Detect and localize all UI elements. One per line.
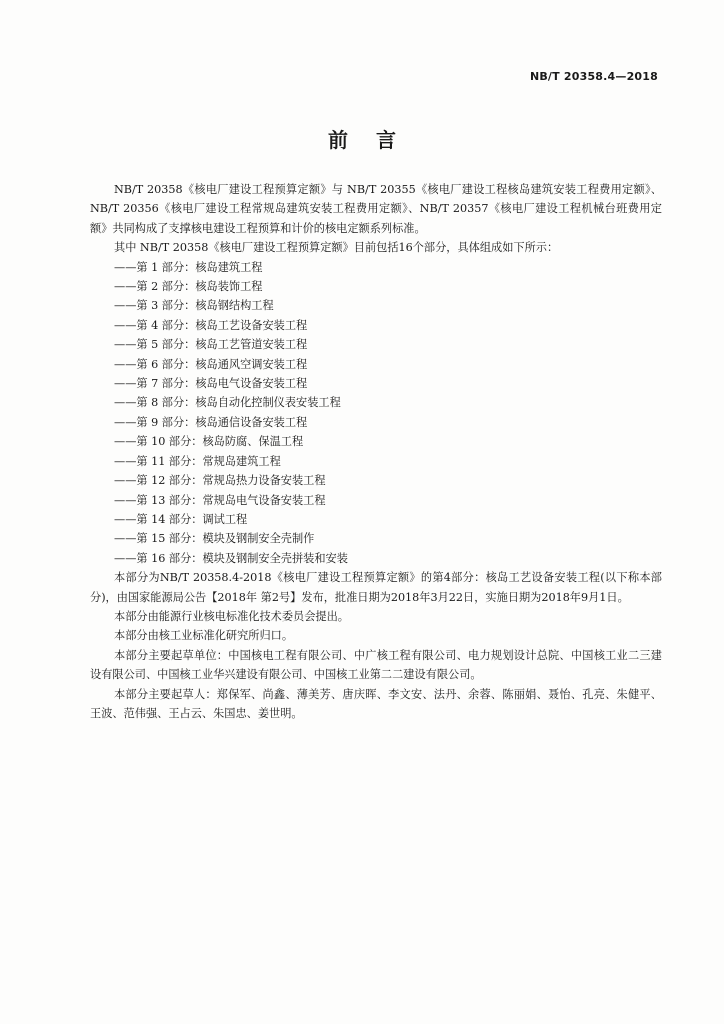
list-item: ——第 11 部分：常规岛建筑工程: [114, 454, 281, 468]
list-item: ——第 12 部分：常规岛热力设备安装工程: [114, 474, 326, 488]
list-item: ——第 15 部分：模块及钢制安全壳制作: [114, 532, 315, 546]
list-item: ——第 4 部分：核岛工艺设备安装工程: [114, 318, 308, 332]
list-item: ——第 1 部分：核岛建筑工程: [114, 260, 263, 274]
drafting-units: 本部分主要起草单位：中国核电工程有限公司、中广核工程有限公司、电力规划设计总院、中国核工业二三建设有限公司、中国核工业华兴建设有限公司、中国核工业第二二建设有限公司。: [90, 648, 662, 682]
list-item: ——第 8 部分：核岛自动化控制仪表安装工程: [114, 396, 341, 410]
drafters: 本部分主要起草人：郑保军、尚鑫、薄美芳、唐庆晖、李文安、法丹、余蓉、陈丽娟、聂怡、孔亮、朱健平、王波、范伟强、王占云、朱国忠、姜世明。: [90, 687, 662, 720]
list-item: ——第 5 部分：核岛工艺管道安装工程: [114, 338, 308, 352]
page-title: 前言: [328, 128, 424, 152]
parts-list: [90, 258, 662, 569]
intro-paragraph: NB/T 20358《核电厂建设工程预算定额》与 NB/T 20355《核电厂建设工程核岛建筑安装工程费用定额》、NB/T 20356《核电厂建设工程常规岛建筑安装工程费用定额》、NB/T 20357《核电厂建设工程机械台班费用定额》共同构成了支撑核电建设工程预算和计价的核电定额系列标准。: [90, 183, 662, 235]
list-item: ——第 10 部分：核岛防腐、保温工程: [114, 435, 304, 449]
list-item: ——第 6 部分：核岛通风空调安装工程: [114, 357, 308, 371]
list-item: ——第 2 部分：核岛装饰工程: [114, 280, 263, 294]
standard-code: NB/T 20358.4—2018: [529, 70, 658, 83]
list-item: ——第 7 部分：核岛电气设备安装工程: [114, 377, 308, 391]
list-item: ——第 3 部分：核岛钢结构工程: [114, 299, 274, 313]
list-item: ——第 14 部分：调试工程: [114, 512, 248, 526]
this-part-paragraph: 本部分为NB/T 20358.4-2018《核电厂建设工程预算定额》的第4部分：核岛工艺设备安装工程(以下称本部分)，由国家能源局公告【2018年 第2号】发布，批准日期为2018年3月22日，实施日期为2018年9月1日。: [90, 571, 662, 604]
list-item: ——第 9 部分：核岛通信设备安装工程: [114, 415, 308, 429]
proposed-by: 本部分由能源行业核电标准化技术委员会提出。: [114, 609, 349, 623]
parts-intro: 其中 NB/T 20358《核电厂建设工程预算定额》目前包括16个部分，具体组成如下所示：: [114, 241, 559, 255]
managed-by: 本部分由核工业标准化研究所归口。: [114, 629, 294, 643]
list-item: ——第 16 部分：模块及钢制安全壳拼装和安装: [114, 551, 348, 565]
document-body: [90, 180, 662, 723]
list-item: ——第 13 部分：常规岛电气设备安装工程: [114, 493, 326, 507]
